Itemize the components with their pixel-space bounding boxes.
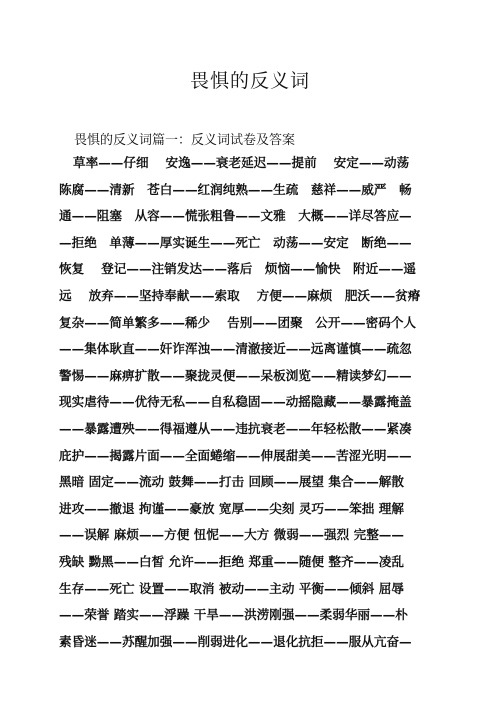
text-line: —拒绝 单薄——厚实诞生——死亡 动荡——安定 断绝—— (59, 234, 412, 250)
text-line: 素昏迷——苏醒加强——削弱进化——退化抗拒——服从亢奋— (59, 633, 412, 649)
text-line: ——集体耿直——奸诈浑浊——清澈接近——远离谨慎——疏忽 (59, 341, 412, 357)
text-line: 生存——死亡 设置——取消 被动——主动 平衡——倾斜 屈辱 (59, 580, 404, 596)
text-line: ——暴露遭殃——得福遵从——违抗衰老——年轻松散——紧凑 (59, 420, 412, 436)
antonym-list (59, 155, 454, 660)
text-line: 残缺 黝黑——白皙 允许——拒绝 郑重——随便 整齐——凌乱 (59, 553, 404, 569)
text-line: 远 放弃——坚持奉献——索取 方便——麻烦 肥沃——贫瘠 (59, 287, 421, 303)
text-line: 现实虐待——优待无私——自私稳固——动摇隐藏——暴露掩盖 (59, 394, 412, 410)
text-line: ——误解 麻烦——方便 忸怩——大方 微弱——强烈 完整—— (59, 527, 404, 543)
text-line: 警惕——麻痹扩散——聚拢灵便——呆板浏览——精读梦幻—— (59, 367, 412, 383)
text-line: ——荣誉 踏实——浮躁 干旱——洪涝刚强——柔弱华丽——朴 (59, 607, 408, 623)
text-line: 陈腐——清新 苍白——红润纯熟——生疏 慈祥——威严 畅 (59, 181, 412, 197)
text-line: 通——阻塞 从容——慌张粗鲁——文雅 大概——详尽答应— (59, 208, 412, 224)
text-line: 庇护——揭露片面——全面蜷缩——伸展甜美——苦涩光明—— (59, 447, 412, 463)
text-line: 复杂——简单繁多——稀少 告别——团聚 公开——密码个人 (59, 314, 417, 330)
text-line: 黑暗 固定——流动 鼓舞——打击 回顾——展望 集合——解散 (59, 474, 404, 490)
text-line: 草率——仔细 安逸——衰老延迟——提前 安定——动荡 (73, 155, 410, 170)
text-line: 进攻——撤退 拘谨——豪放 宽厚——尖刻 灵巧——笨拙 理解 (59, 500, 404, 516)
section-heading: 畏惧的反义词篇一：反义词试卷及答案 (74, 133, 296, 148)
document-title: 畏惧的反义词 (189, 70, 310, 92)
text-line: 恢复 登记——注销发达——落后 烦恼——愉快 附近——遥 (59, 261, 417, 277)
